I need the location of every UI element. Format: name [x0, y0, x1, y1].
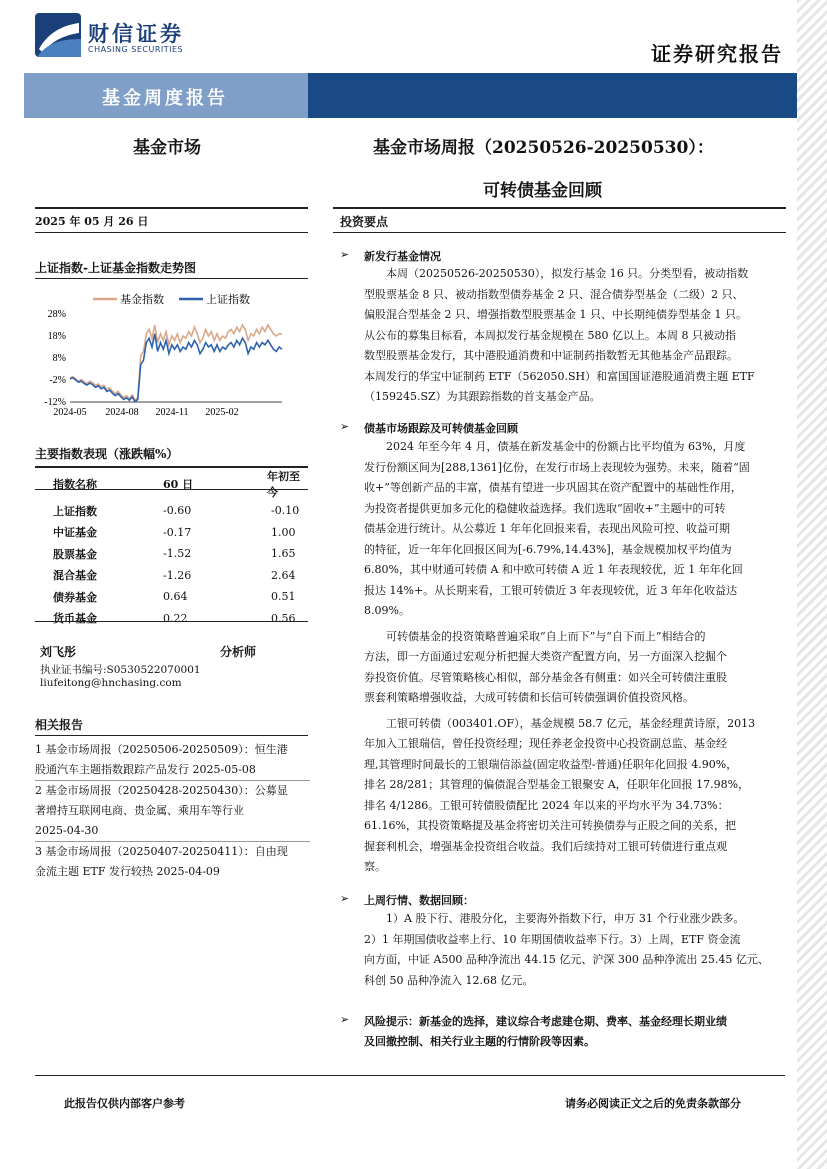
perf-row-ytd: 1.00	[271, 525, 296, 539]
logo-mark-icon	[35, 13, 81, 57]
body-line: 1）A 股下行、港股分化，主要海外指数下行，申万 31 个行业涨少跌多。	[386, 912, 745, 925]
body-line: 工银可转债（003401.OF），基金规模 58.7 亿元，基金经理黄诗原，2013	[386, 716, 756, 730]
bullet3-body	[364, 909, 784, 991]
bullet-arrow-icon: ➢	[340, 248, 350, 261]
body-line: 型股票基金 8 只、被动指数型债券基金 2 只、混合债券型基金（二级）2 只、	[364, 287, 744, 301]
analyst-name: 刘飞彤	[40, 645, 77, 659]
perf-row	[35, 543, 308, 565]
trend-chart	[30, 284, 300, 428]
perf-row-60d: -1.26	[163, 568, 192, 582]
body-line: 排名 28/281；其管理的偏债混合型基金工银聚安 A，任职年化回报 17.98%，	[364, 778, 750, 791]
bullet1-title: 新发行基金情况	[364, 250, 441, 263]
perf-row	[35, 522, 308, 544]
body-line: 发行份额区间为[288,1361]亿份，在发行市场上表现较为强势。未来，随着“固	[364, 460, 750, 474]
trend-chart-svg	[30, 284, 300, 424]
body-line: 年加入工银瑞信，曾任投资经理；现任养老金投资中心投资副总监、基金经	[364, 737, 727, 750]
related-title: 相关报告	[35, 718, 84, 732]
title-banner	[24, 73, 797, 118]
bullet-arrow-icon: ➢	[340, 420, 350, 433]
legend-label: 基金指数	[120, 293, 164, 306]
perf-row-ytd: 2.64	[271, 568, 296, 582]
body-line: 债基金进行统计。从公募近 1 年年化回报来看，表现出风险可控、收益可期	[364, 522, 730, 535]
y-tick-label: 8%	[52, 353, 66, 364]
body-line: 2）1 年期国债收益率上行、10 年期国债收益率下行。3）上周，ETF 资金流	[364, 932, 741, 946]
analyst-cert: 执业证书编号:S0530522070001	[40, 664, 201, 676]
perf-row	[35, 608, 308, 630]
analyst-email[interactable]: liufeitong@hnchasing.com	[40, 677, 182, 689]
body-line: 握套利机会，增强基金投资组合收益。我们后续持对工银可转债进行重点观	[364, 839, 727, 853]
perf-row-name: 上证指数	[53, 504, 97, 518]
company-name-cn: 财信证券	[88, 22, 184, 46]
perf-row-ytd: 1.65	[271, 547, 296, 561]
perf-row-ytd: 0.51	[271, 590, 296, 604]
bullet3-title: 上周行情、数据回顾：	[364, 894, 474, 907]
chart-title: 上证指数-上证基金指数走势图	[35, 261, 196, 275]
related-report-line: 股通汽车主题指数跟踪产品发行 2025-05-08	[35, 763, 256, 776]
body-line: （159245.SZ）为其跟踪指数的首支基金产品。	[364, 390, 601, 403]
report-title-line1: 基金市场周报（20250526-20250530）：	[373, 138, 714, 158]
body-line: 数型股票基金发行，其中港股通消费和中证制药指数暂无其他基金产品跟踪。	[364, 349, 738, 362]
report-title-line2: 可转债基金回顾	[483, 181, 602, 201]
body-line: 6.80%，其中财通可转债 A 和中欧可转债 A 近 1 年表现较优，近 1 年年化回	[364, 563, 743, 576]
body-line: 票套利策略增强收益，大成可转债和长信可转债强调价值投资风格。	[364, 691, 694, 704]
series-line-1	[70, 334, 282, 402]
body-line: 从公布的募集目标看，本周拟发行基金规模在 580 亿以上。本周 8 只被动指	[364, 328, 736, 342]
perf-row-name: 混合基金	[53, 569, 97, 583]
body-line: 为投资者提供更加多元化的稳健收益选择。我们选取“固收+”主题中的可转	[364, 501, 726, 515]
perf-row	[35, 565, 308, 587]
body-line: 可转债基金的投资策略普遍采取“自上而下”与“自下而上”相结合的	[386, 629, 706, 643]
body-line: 排名 4/1286。工银可转债股债配比 2024 年以来的平均水平为 34.73%：	[364, 798, 729, 812]
related-report-line: 金流主题 ETF 发行较热 2025-04-09	[35, 865, 220, 878]
body-line: 本周发行的华宝中证制药 ETF（562050.SH）和富国国证港股通消费主题 ETF	[364, 369, 755, 383]
perf-row-60d: -0.60	[163, 504, 192, 518]
x-tick-label: 2024-08	[105, 407, 139, 418]
y-tick-label: -12%	[44, 397, 66, 408]
footer-right: 请务必阅读正文之后的免责条款部分	[565, 1097, 741, 1110]
bullet1-body	[364, 264, 784, 408]
related-reports	[35, 740, 310, 882]
bullet2-body	[364, 437, 784, 878]
body-line: 方法，即一方面通过宏观分析把握大类资产配置方向，另一方面深入挖掘个	[364, 650, 727, 663]
company-logo	[35, 13, 81, 57]
body-line: 的特征，近一年年化回报区间为[-6.79%,14.43%]，基金规模加权平均值为	[364, 542, 732, 556]
risk-line2: 及回撤控制、相关行业主题的行情阶段等因素。	[364, 1035, 595, 1048]
related-report-line: 3 基金市场周报（20250407-20250411）：自由现	[35, 845, 288, 858]
x-tick-label: 2024-11	[155, 407, 189, 418]
body-line: 本周（20250526-20250530），拟发行基金 16 只。分类型看，被动指数	[386, 267, 749, 280]
perf-header-60d: 60 日	[163, 478, 194, 491]
report-date: 2025 年 05 月 26 日	[35, 215, 149, 228]
body-line: 8.09%。	[364, 604, 410, 617]
perf-row-name: 中证基金	[53, 526, 97, 540]
x-tick-label: 2025-02	[205, 407, 239, 418]
perf-header-row	[35, 468, 308, 500]
related-report-line: 著增持互联网电商、贵金属、乘用车等行业	[35, 804, 244, 817]
perf-title: 主要指数表现（涨跌幅%）	[35, 447, 179, 461]
perf-row-60d: 0.64	[163, 590, 188, 604]
perf-table	[35, 468, 308, 629]
bullet2-title: 债基市场跟踪及可转债基金回顾	[364, 422, 518, 435]
perf-row-name: 股票基金	[53, 547, 97, 561]
perf-header-ytd: 年初至今	[267, 470, 300, 499]
perf-row-name: 债券基金	[53, 590, 97, 604]
perf-header-name: 指数名称	[53, 478, 97, 491]
report-type: 证券研究报告	[651, 42, 783, 66]
body-line: 2024 年至今年 4 月，债基在新发基金中的份额占比平均值为 63%，月度	[386, 440, 746, 453]
y-tick-label: 28%	[47, 309, 66, 320]
legend-label: 上证指数	[206, 293, 250, 306]
body-line: 向方面，中证 A500 品种净流出 44.15 亿元、沪深 300 品种净流出 25.45 亿元、	[364, 953, 769, 966]
body-line: 理,其管理时间最长的工银瑞信添益(固定收益型-普通)任职年化回报 4.90%，	[364, 757, 738, 771]
perf-row-ytd: -0.10	[271, 504, 300, 518]
body-line: 察。	[364, 860, 386, 873]
banner-title: 基金周度报告	[102, 88, 228, 109]
perf-row-ytd: 0.56	[271, 611, 296, 625]
body-line: 报达 14%+。从长期来看，工银可转债近 3 年表现较优，近 3 年年化收益达	[364, 583, 738, 597]
perf-row-60d: -1.52	[163, 547, 192, 561]
perf-row	[35, 586, 308, 608]
related-report-line: 2025-04-30	[35, 824, 99, 837]
perf-row-60d: -0.17	[163, 525, 192, 539]
perf-row-60d: 0.22	[163, 611, 188, 625]
y-tick-label: 18%	[47, 331, 66, 342]
body-line: 收+”等创新产品的丰富，债基有望进一步巩固其在资产配置中的基础性作用，	[364, 481, 742, 494]
body-line: 科创 50 品种净流入 12.68 亿元。	[364, 973, 534, 987]
perf-row	[35, 500, 308, 522]
analyst-role: 分析师	[220, 645, 257, 659]
x-tick-label: 2024-05	[53, 407, 87, 418]
bullet-arrow-icon: ➢	[340, 1013, 350, 1026]
key-points-title: 投资要点	[340, 215, 389, 229]
category-title: 基金市场	[133, 138, 201, 158]
decorative-side-band	[797, 0, 827, 1169]
perf-row-name: 货币基金	[53, 612, 97, 626]
company-name-en: CHASING SECURITIES	[88, 45, 184, 54]
risk-line1: 风险提示：新基金的选择，建议综合考虑建仓期、费率、基金经理长期业绩	[364, 1015, 727, 1028]
related-report-line: 1 基金市场周报（20250506-20250509）：恒生港	[35, 743, 288, 756]
footer-left: 此报告仅供内部客户参考	[64, 1097, 185, 1110]
body-line: 券投资价值。尽管策略核心相似，部分基金各有侧重：如兴全可转债注重股	[364, 670, 727, 684]
y-tick-label: -2%	[49, 375, 66, 386]
related-report-line: 2 基金市场周报（20250428-20250430）：公募显	[35, 784, 288, 797]
body-line: 偏股混合型基金 2 只、增强指数型股票基金 1 只、中长期纯债券型基金 1 只。	[364, 308, 747, 321]
bullet-arrow-icon: ➢	[340, 892, 350, 905]
body-line: 61.16%，其投资策略提及基金将密切关注可转换债券与正股之间的关系，把	[364, 819, 736, 832]
